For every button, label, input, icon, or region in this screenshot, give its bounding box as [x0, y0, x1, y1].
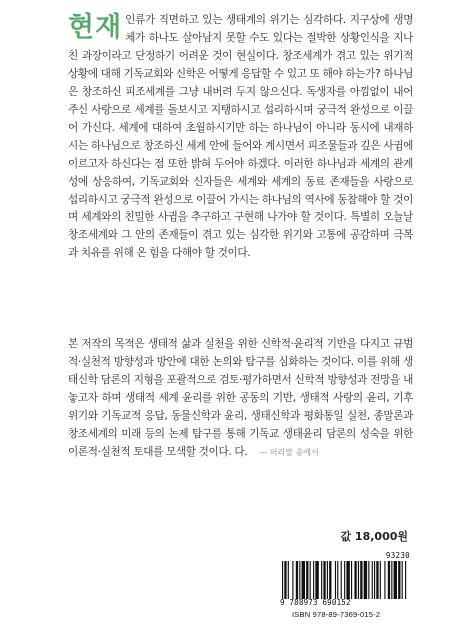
intro-paragraph	[68, 12, 413, 263]
price-label: 값 18,000원	[340, 530, 408, 543]
barcode-number: 9 788973 690152	[280, 598, 351, 607]
barcode-bars	[280, 561, 410, 599]
isbn-number: ISBN 978-89-7369-015-2	[292, 610, 381, 619]
purpose-paragraph	[68, 336, 413, 462]
barcode-addon-number: 93230	[385, 551, 410, 560]
isbn-barcode	[280, 551, 410, 627]
source-credit: — 머리말 중에서	[259, 447, 319, 457]
intro-paragraph-text: 인류가 직면하고 있는 생태계의 위기는 심각하다. 지구상에 생명체가 하나도 살아남지 못할 수도 있다는 절박한 상황인식을 지나친 과장이라고 단정하기 어려운 것이 현실이다. 창조세계가 겪고 있는 위기적 상황에 대해 기독교회와 신학은 어떻게 응답할 수 있고 또 해야 하는가? 하나님은 창조하신 피조세계를 그냥 내버려 두지 않으신다. 독생자를 아낌없이 내어주신 사랑으로 세계를 돌보시고 지탱하시고 섭리하시며 궁극적 완성으로 이끌어 가신다. 세계에 대하여 초월하시기만 하는 하나님이 아니라 동시에 내재하시는 하나님으로 창조하신 세계 안에 들어와 계시면서 피조물들과 깊은 사귐에 이르고자 하신다는 점 또한 밝혀 두어야 하겠다. 이러한 하나님과 세계의 관계성에 상응하여, 기독교회와 신자들은 세계와 세계의 동료 존재들을 사랑으로 섭리하시고 궁극적 완성으로 이끌어 가시는 하나님의 역사에 동참해야 할 것이며 세계와의 친밀한 사귐을 추구하고 구현해 나가야 할 것이다. 특별히 오늘날 창조세계와 그 안의 존재들이 겪고 있는 심각한 위기와 고통에 공감하며 극복과 치유를 위해 온 힘을 다해야 할 것이다.	[68, 14, 413, 260]
dropcap: 현재	[68, 12, 123, 43]
purpose-paragraph-text: 본 저작의 목적은 생태적 삶과 실천을 위한 신학적·윤리적 기반을 다지고 규범적·실천적 방향성과 방안에 대한 논의와 탐구를 심화하는 것이다. 이를 위해 생태신학 담론의 지형을 포괄적으로 검토·평가하면서 신학적 방향성과 전망을 내놓고자 하며 생태적 세계 윤리를 위한 공동의 기반, 생태적 사랑의 윤리, 기후위기와 기독교적 응답, 동물신학과 윤리, 생태신학과 평화통일 실천, 종말론과 창조세계의 미래 등의 논제 탐구를 통해 기독교 생태윤리 담론의 성숙을 위한 이론적·실천적 토대를 모색할 것이다. 다.	[68, 338, 413, 458]
